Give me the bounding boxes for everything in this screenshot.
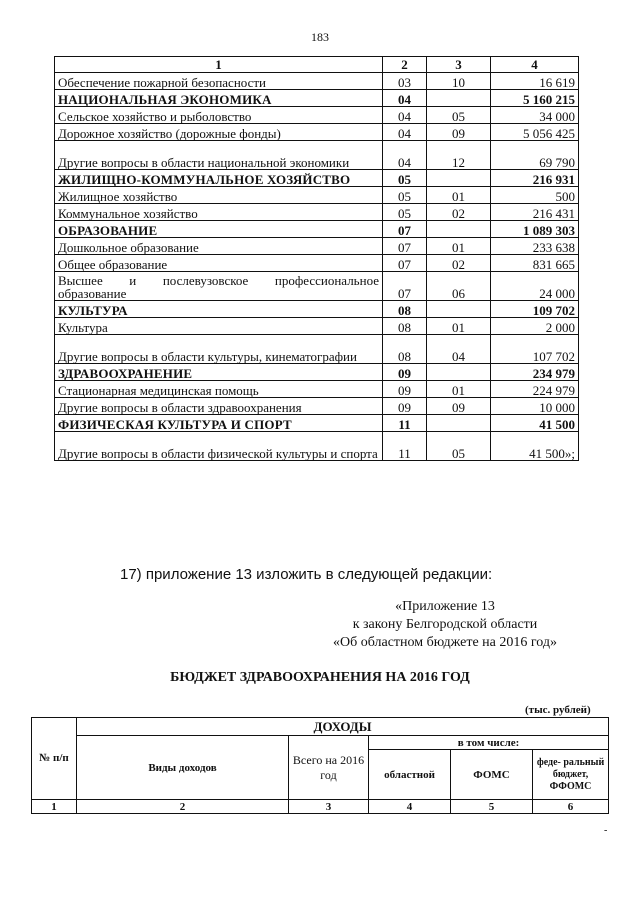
units-label: (тыс. рублей) [525, 704, 591, 716]
amount: 109 702 [491, 301, 579, 318]
table-row [55, 255, 579, 272]
section-row [55, 170, 579, 187]
amount: 10 000 [491, 398, 579, 415]
amount: 500 [491, 187, 579, 204]
amendment-text: 17) приложение 13 изложить в следующей редакции: [120, 566, 493, 583]
expense-name: Сельское хозяйство и рыболовство [55, 107, 383, 124]
income-header: ДОХОДЫ [77, 718, 609, 736]
budget-table [54, 56, 579, 461]
column-number-5: 5 [451, 800, 533, 814]
section-code: 04 [383, 141, 427, 170]
subsection-code: 09 [427, 398, 491, 415]
expense-name: КУЛЬТУРА [55, 301, 383, 318]
header-column-3: 3 [427, 57, 491, 73]
subsection-code: 05 [427, 432, 491, 461]
subsection-code [427, 90, 491, 107]
section-code: 08 [383, 301, 427, 318]
column-number-1: 1 [32, 800, 77, 814]
table-row [55, 107, 579, 124]
amount: 41 500»; [491, 432, 579, 461]
section-row [55, 301, 579, 318]
margin-mark: - [604, 825, 608, 836]
expense-name: ФИЗИЧЕСКАЯ КУЛЬТУРА И СПОРТ [55, 415, 383, 432]
federal-header: феде- ральный бюджет, ФФОМС [533, 750, 609, 800]
section-code: 08 [383, 335, 427, 364]
section-code: 11 [383, 415, 427, 432]
expense-name: Другие вопросы в области здравоохранения [55, 398, 383, 415]
amount: 5 056 425 [491, 124, 579, 141]
subsection-code [427, 221, 491, 238]
amount: 233 638 [491, 238, 579, 255]
amount: 2 000 [491, 318, 579, 335]
section-code: 09 [383, 398, 427, 415]
budget-table-body [55, 73, 579, 461]
subsection-code: 05 [427, 107, 491, 124]
expense-name: НАЦИОНАЛЬНАЯ ЭКОНОМИКА [55, 90, 383, 107]
column-number-2: 2 [77, 800, 289, 814]
appendix-line-1: «Приложение 13 [395, 599, 495, 614]
section-code: 04 [383, 90, 427, 107]
expense-name: Высшее и послевузовское профессиональное образование [55, 272, 383, 301]
amount: 831 665 [491, 255, 579, 272]
expense-name: Другие вопросы в области культуры, кинематографии [55, 335, 383, 364]
expense-name: Общее образование [55, 255, 383, 272]
expense-name: Жилищное хозяйство [55, 187, 383, 204]
section-code: 05 [383, 170, 427, 187]
total-header: Всего на 2016 год [289, 736, 369, 800]
amount: 24 000 [491, 272, 579, 301]
amount: 16 619 [491, 73, 579, 90]
table-row [55, 335, 579, 364]
subsection-code [427, 364, 491, 381]
section-row [55, 221, 579, 238]
expense-name: Дошкольное образование [55, 238, 383, 255]
row-number-header: № п/п [32, 718, 77, 800]
regional-header: областной [369, 750, 451, 800]
appendix-line-3: «Об областном бюджете на 2016 год» [333, 635, 557, 650]
section-code: 07 [383, 238, 427, 255]
section-code: 07 [383, 221, 427, 238]
section-code: 07 [383, 272, 427, 301]
amount: 5 160 215 [491, 90, 579, 107]
healthcare-budget-title: БЮДЖЕТ ЗДРАВООХРАНЕНИЯ НА 2016 ГОД [170, 670, 470, 685]
subsection-code: 04 [427, 335, 491, 364]
expense-name: Культура [55, 318, 383, 335]
subsection-code: 01 [427, 187, 491, 204]
amount: 216 931 [491, 170, 579, 187]
expense-name: Обеспечение пожарной безопасности [55, 73, 383, 90]
section-row [55, 364, 579, 381]
section-code: 05 [383, 204, 427, 221]
amount: 1 089 303 [491, 221, 579, 238]
amount: 216 431 [491, 204, 579, 221]
table-row [55, 141, 579, 170]
table-row [55, 238, 579, 255]
subsection-code: 01 [427, 238, 491, 255]
expense-name: Другие вопросы в области национальной экономики [55, 141, 383, 170]
section-code: 09 [383, 381, 427, 398]
subsection-code [427, 301, 491, 318]
section-row [55, 90, 579, 107]
including-header: в том числе: [369, 736, 609, 750]
table-row [55, 318, 579, 335]
header-column-1: 1 [55, 57, 383, 73]
table-row [55, 381, 579, 398]
amount: 34 000 [491, 107, 579, 124]
section-code: 05 [383, 187, 427, 204]
section-code: 03 [383, 73, 427, 90]
expense-name: ЖИЛИЩНО-КОММУНАЛЬНОЕ ХОЗЯЙСТВО [55, 170, 383, 187]
page-number: 183 [311, 30, 329, 44]
subsection-code: 12 [427, 141, 491, 170]
amount: 107 702 [491, 335, 579, 364]
table-row [55, 398, 579, 415]
subsection-code: 02 [427, 204, 491, 221]
header-column-4: 4 [491, 57, 579, 73]
appendix-note [300, 598, 590, 652]
table-row [55, 204, 579, 221]
expense-name: Дорожное хозяйство (дорожные фонды) [55, 124, 383, 141]
subsection-code [427, 415, 491, 432]
table-row [55, 432, 579, 461]
foms-header: ФОМС [451, 750, 533, 800]
column-number-4: 4 [369, 800, 451, 814]
subsection-code: 01 [427, 381, 491, 398]
subsection-code: 09 [427, 124, 491, 141]
revenue-table [31, 717, 609, 814]
section-code: 07 [383, 255, 427, 272]
subsection-code [427, 170, 491, 187]
expense-name: ОБРАЗОВАНИЕ [55, 221, 383, 238]
table-row [55, 73, 579, 90]
appendix-line-2: к закону Белгородской области [352, 617, 538, 632]
amount: 224 979 [491, 381, 579, 398]
column-number-3: 3 [289, 800, 369, 814]
subsection-code: 01 [427, 318, 491, 335]
amount: 69 790 [491, 141, 579, 170]
table-row [55, 187, 579, 204]
section-code: 09 [383, 364, 427, 381]
section-code: 04 [383, 124, 427, 141]
expense-name: Стационарная медицинская помощь [55, 381, 383, 398]
amount: 41 500 [491, 415, 579, 432]
table-row [55, 124, 579, 141]
income-types-header: Виды доходов [77, 736, 289, 800]
subsection-code: 10 [427, 73, 491, 90]
expense-name: Коммунальное хозяйство [55, 204, 383, 221]
section-code: 08 [383, 318, 427, 335]
column-number-6: 6 [533, 800, 609, 814]
subsection-code: 06 [427, 272, 491, 301]
expense-name: ЗДРАВООХРАНЕНИЕ [55, 364, 383, 381]
table-row [55, 272, 579, 301]
section-row [55, 415, 579, 432]
amount: 234 979 [491, 364, 579, 381]
budget-table-header [55, 57, 579, 73]
header-column-2: 2 [383, 57, 427, 73]
section-code: 04 [383, 107, 427, 124]
expense-name: Другие вопросы в области физической культуры и спорта [55, 432, 383, 461]
subsection-code: 02 [427, 255, 491, 272]
section-code: 11 [383, 432, 427, 461]
